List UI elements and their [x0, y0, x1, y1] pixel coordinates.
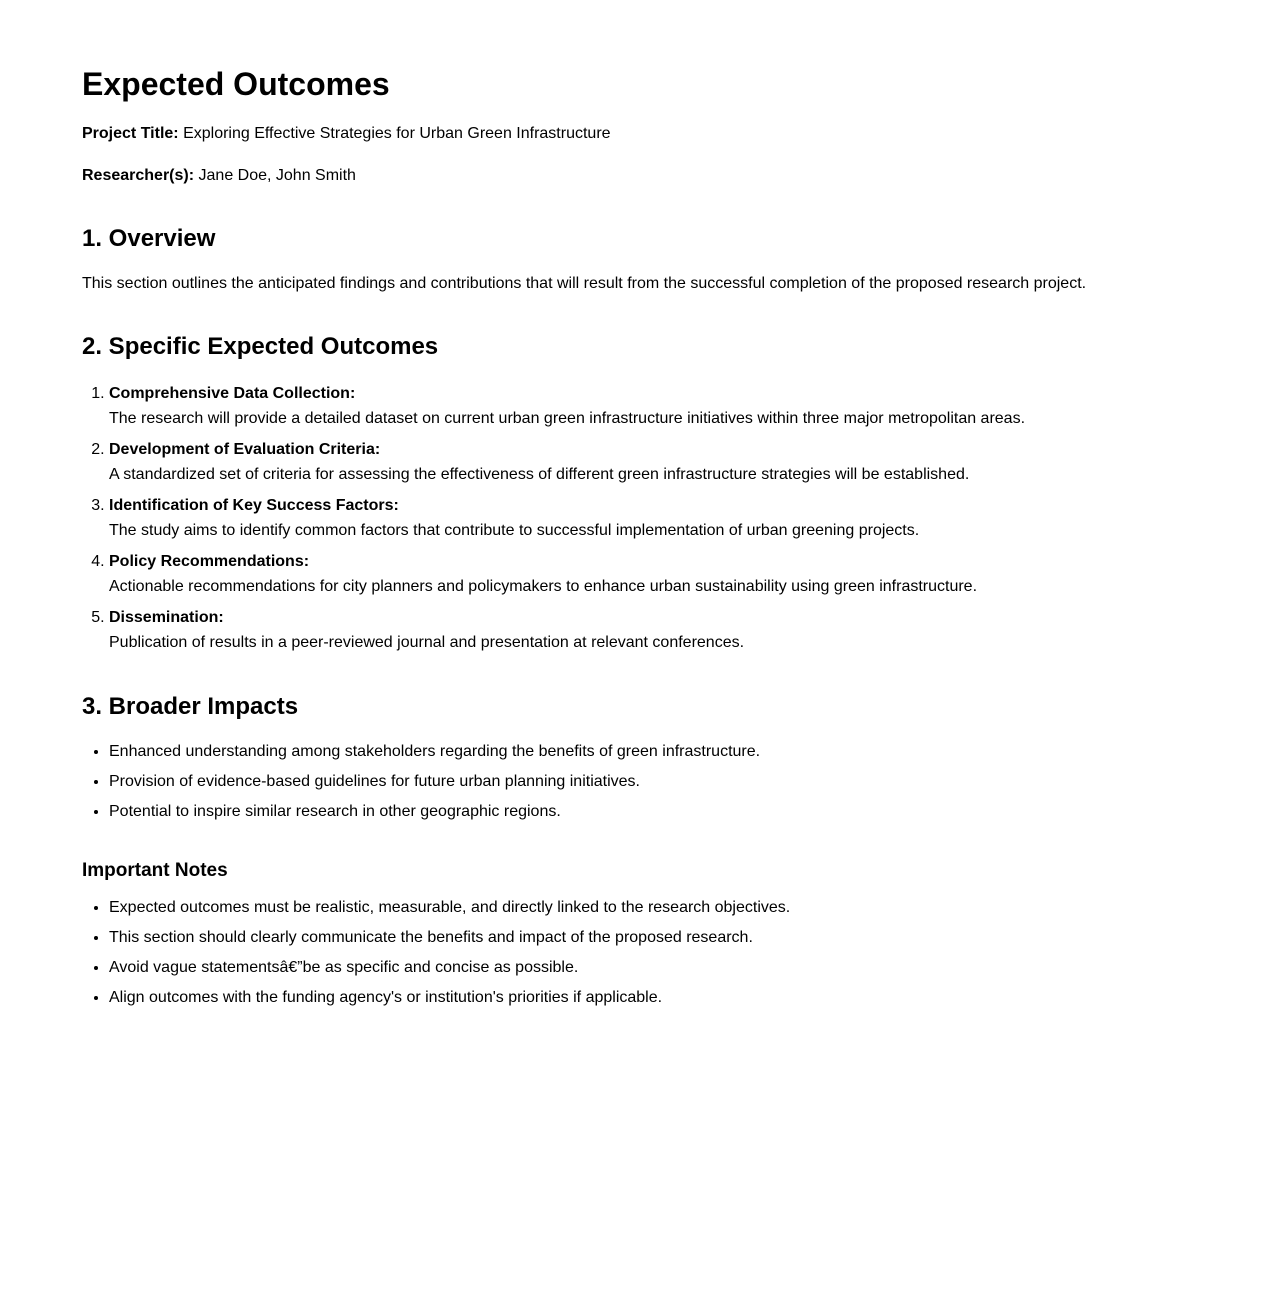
list-item: • This section should clearly communicate the benefits and impact of the proposed research. [109, 927, 1196, 949]
important-notes-heading: Important Notes [82, 860, 228, 881]
list-item: • Align outcomes with the funding agency's or institution's priorities if applicable. [109, 987, 1196, 1009]
list-item: • Enhanced understanding among stakeholders regarding the benefits of green infrastructure. [109, 741, 1196, 763]
researchers-line [82, 165, 1196, 187]
important-notes-list [82, 897, 1196, 1009]
broader-impacts-list [82, 741, 1196, 823]
list-item [109, 605, 1196, 655]
list-item: • Expected outcomes must be realistic, measurable, and directly linked to the research objectives. [109, 897, 1196, 919]
project-title-line [82, 123, 1196, 145]
page-title: Expected Outcomes [82, 66, 390, 102]
list-item [109, 493, 1196, 543]
outcome-title: 2. Development of Evaluation Criteria: [109, 441, 381, 458]
list-item: • Provision of evidence-based guidelines for future urban planning initiatives. [109, 771, 1196, 793]
outcome-title: 4. Policy Recommendations: [109, 553, 310, 570]
outcome-description: The research will provide a detailed dataset on current urban green infrastructure initiatives within three major metropolitan areas. [109, 410, 1026, 427]
list-item [109, 549, 1196, 599]
specific-outcomes-heading: 2. Specific Expected Outcomes [82, 333, 439, 360]
researchers-label: Researcher(s): [82, 167, 195, 184]
specific-outcomes-list [82, 381, 1196, 655]
list-item: • Potential to inspire similar research in other geographic regions. [109, 801, 1196, 823]
overview-heading: 1. Overview [82, 225, 216, 252]
outcome-description: The study aims to identify common factors that contribute to successful implementation of urban greening projects. [109, 522, 920, 539]
list-item: • Avoid vague statementsâ€”be as specific and concise as possible. [109, 957, 1196, 979]
project-title-value: Exploring Effective Strategies for Urban Green Infrastructure [183, 125, 611, 142]
outcome-title: 5. Dissemination: [109, 609, 224, 626]
outcome-description: Actionable recommendations for city planners and policymakers to enhance urban sustainability using green infrastructure. [109, 578, 978, 595]
list-item [109, 381, 1196, 431]
list-item [109, 437, 1196, 487]
outcome-description: Publication of results in a peer-reviewed journal and presentation at relevant conferences. [109, 634, 745, 651]
outcome-title: 3. Identification of Key Success Factors: [109, 497, 399, 514]
outcome-title: 1. Comprehensive Data Collection: [109, 385, 356, 402]
overview-text: This section outlines the anticipated findings and contributions that will result from the successful completion of the proposed research project. [82, 275, 1087, 292]
outcome-description: A standardized set of criteria for assessing the effectiveness of different green infrastructure strategies will be established. [109, 466, 970, 483]
researchers-value: Jane Doe, John Smith [198, 167, 356, 184]
broader-impacts-heading: 3. Broader Impacts [82, 693, 299, 720]
project-title-label: Project Title: [82, 125, 179, 142]
